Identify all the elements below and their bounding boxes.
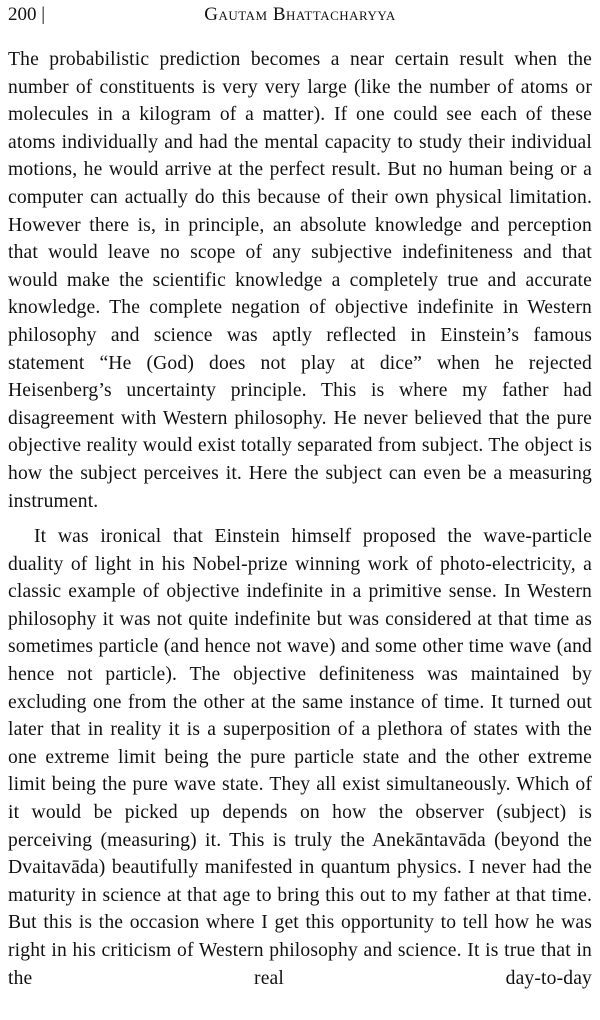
running-title: Gautam Bhattacharyya <box>204 4 396 25</box>
body-paragraph-1: The probabilistic prediction becomes a near certain result when the number of constituents is very very large (like the number of atoms or molecules in a kilogram of a matter). If one could see each of these atoms individually and had the mental capacity to study their individual motions, he would arrive at the perfect result. But no human being or a computer can actually do this because of their own physical limitation. However there is, in principle, an absolute knowledge and perception that would leave no scope of any subjective indefiniteness and that would make the scientific knowledge a completely true and accurate knowledge. The complete negation of objective indefinite in Western philosophy and science was aptly reflected in Einstein’s famous statement “He (God) does not play at dice” when he rejected Heisenberg’s uncertainty principle. This is where my father had disagreement with Western philosophy. He never believed that the pure objective reality would exist totally separated from subject. The object is how the subject perceives it. Here the subject can even be a measuring instrument. <box>8 49 592 512</box>
body-paragraph-2: It was ironical that Einstein himself proposed the wave-particle duality of light in his Nobel-prize winning work of photo-electricity, a classic example of objective indefinite in a primitive sense. In Western philosophy it was not quite indefinite but was considered at that time as sometimes particle (and hence not wave) and some other time wave (and hence not particle). The objective definiteness was maintained by excluding one from the other at the same instance of time. It turned out later that in reality it is a superposition of a plethora of states with the one extreme limit being the pure particle state and the other extreme limit being the pure wave state. They all exist simultaneously. Which of it would be picked up depends on how the observer (subject) is perceiving (measuring) it. This is truly the Anekāntavāda (beyond the Dvaitavāda) beautifully manifested in quantum physics. I never had the maturity in science at that age to bring this out to my father at that time. But this is the occasion where I get this opportunity to tell how he was right in his criticism of Western philosophy and science. It is true that in the real day-to-day <box>8 526 592 989</box>
page-number: 200 | <box>8 4 46 25</box>
running-header <box>8 4 592 32</box>
